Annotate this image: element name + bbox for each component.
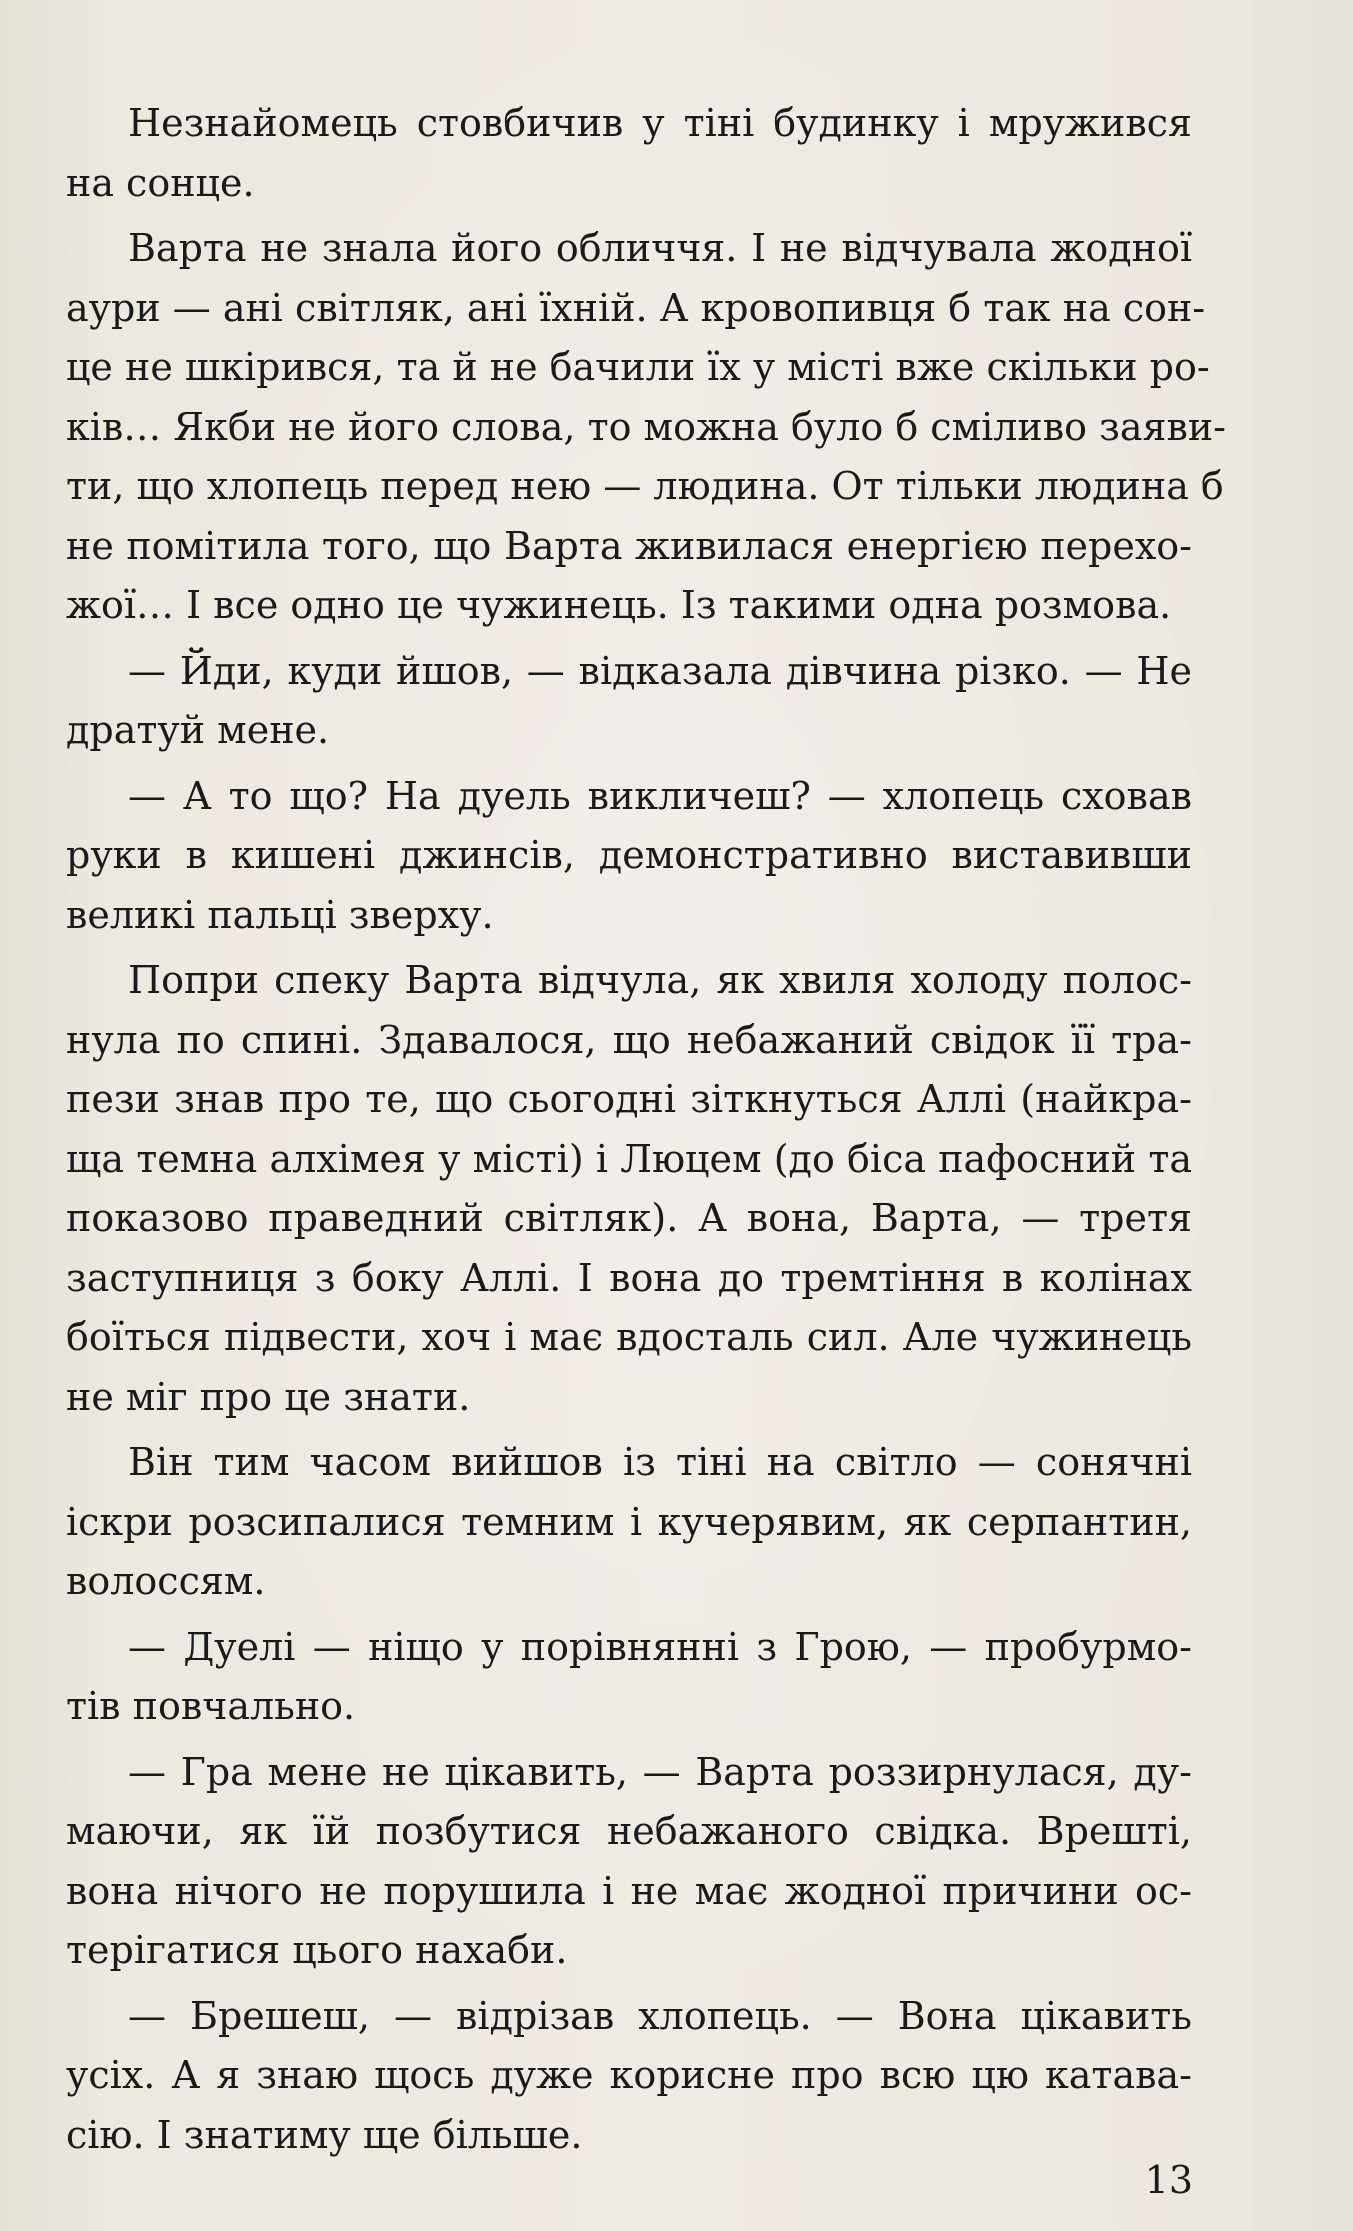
text-line: іскри розсипалися темним і кучерявим, як серпантин, bbox=[66, 1499, 1192, 1544]
text-line: — Брешеш, — відрізав хлопець. — Вона цікавить bbox=[128, 1993, 1192, 2038]
text-line: усіх. А я знаю щось дуже корисне про всю цю катава- bbox=[66, 2053, 1192, 2097]
text-line: ків… Якби не його слова, то можна було б сміливо заяви- bbox=[66, 404, 1227, 449]
text-line: на сонце. bbox=[66, 160, 255, 205]
text-line: заступниця з боку Аллі. І вона до тремтіння в колінах bbox=[66, 1255, 1192, 1300]
text-line: — Йди, куди йшов, — відказала дівчина різко. — Не bbox=[128, 648, 1192, 693]
text-line: аури — ані світляк, ані їхній. А кровопивця б так на сон- bbox=[66, 285, 1206, 330]
text-line: нула по спині. Здавалося, що небажаний свідок її тра- bbox=[66, 1017, 1192, 1062]
text-line: пези знав про те, що сьогодні зіткнуться Аллі (найкра- bbox=[66, 1077, 1192, 1121]
paragraph bbox=[66, 1433, 1192, 1612]
paragraph bbox=[66, 94, 1192, 213]
paragraph bbox=[66, 767, 1192, 946]
text-line: показово праведний світляк). А вона, Варта, — третя bbox=[66, 1196, 1192, 1240]
page-number: 13 bbox=[1144, 2158, 1193, 2202]
text-line: — Гра мене не цікавить, — Варта роззирнулася, ду- bbox=[128, 1749, 1192, 1794]
text-line: тів повчально. bbox=[66, 1684, 356, 1728]
text-line: терігатися цього нахаби. bbox=[66, 1928, 568, 1972]
text-line: великі пальці зверху. bbox=[66, 892, 494, 937]
text-line: не міг про це знати. bbox=[66, 1374, 471, 1419]
text-line: Варта не знала його обличчя. І не відчувала жодної bbox=[128, 226, 1192, 270]
text-line: не помітила того, що Варта живилася енергією перехо- bbox=[66, 523, 1192, 568]
text-line: — А то що? На дуель викличеш? — хлопець сховав bbox=[128, 773, 1192, 818]
text-line: жої… І все одно це чужинець. Із такими одна розмова. bbox=[66, 583, 1172, 627]
text-line: це не шкірився, та й не бачили їх у місті вже скільки ро- bbox=[66, 345, 1210, 389]
text-line: дратуй мене. bbox=[66, 708, 330, 752]
paragraph bbox=[66, 1987, 1192, 2166]
paragraph bbox=[66, 1618, 1192, 1737]
paragraph bbox=[66, 219, 1227, 636]
text-line: вона нічого не порушила і не має жодної причини ос- bbox=[66, 1868, 1192, 1913]
text-line: сію. І знатиму ще більше. bbox=[66, 2112, 583, 2157]
text-line: боїться підвести, хоч і має вдосталь сил. Але чужинець bbox=[66, 1315, 1192, 1359]
text-line: руки в кишені джинсів, демонстративно виставивши bbox=[66, 833, 1192, 877]
text-line: Незнайомець стовбичив у тіні будинку і мружився bbox=[128, 101, 1192, 145]
paragraph bbox=[66, 642, 1192, 761]
paragraph bbox=[66, 1743, 1192, 1981]
text-line: — Дуелі — ніщо у порівнянні з Грою, — пробурмо- bbox=[128, 1624, 1192, 1669]
text-line: ти, що хлопець перед нею — людина. От тільки людина б bbox=[66, 464, 1224, 508]
page-text bbox=[66, 94, 1227, 2171]
paragraph bbox=[66, 951, 1192, 1427]
text-line: Попри спеку Варта відчула, як хвиля холоду полос- bbox=[128, 958, 1192, 1002]
text-line: волоссям. bbox=[66, 1559, 266, 1603]
text-line: Він тим часом вийшов із тіні на світло — сонячні bbox=[128, 1440, 1192, 1484]
text-line: ща темна алхімея у місті) і Люцем (до біса пафосний та bbox=[66, 1136, 1192, 1181]
text-line: маючи, як їй позбутися небажаного свідка. Врешті, bbox=[66, 1809, 1192, 1853]
